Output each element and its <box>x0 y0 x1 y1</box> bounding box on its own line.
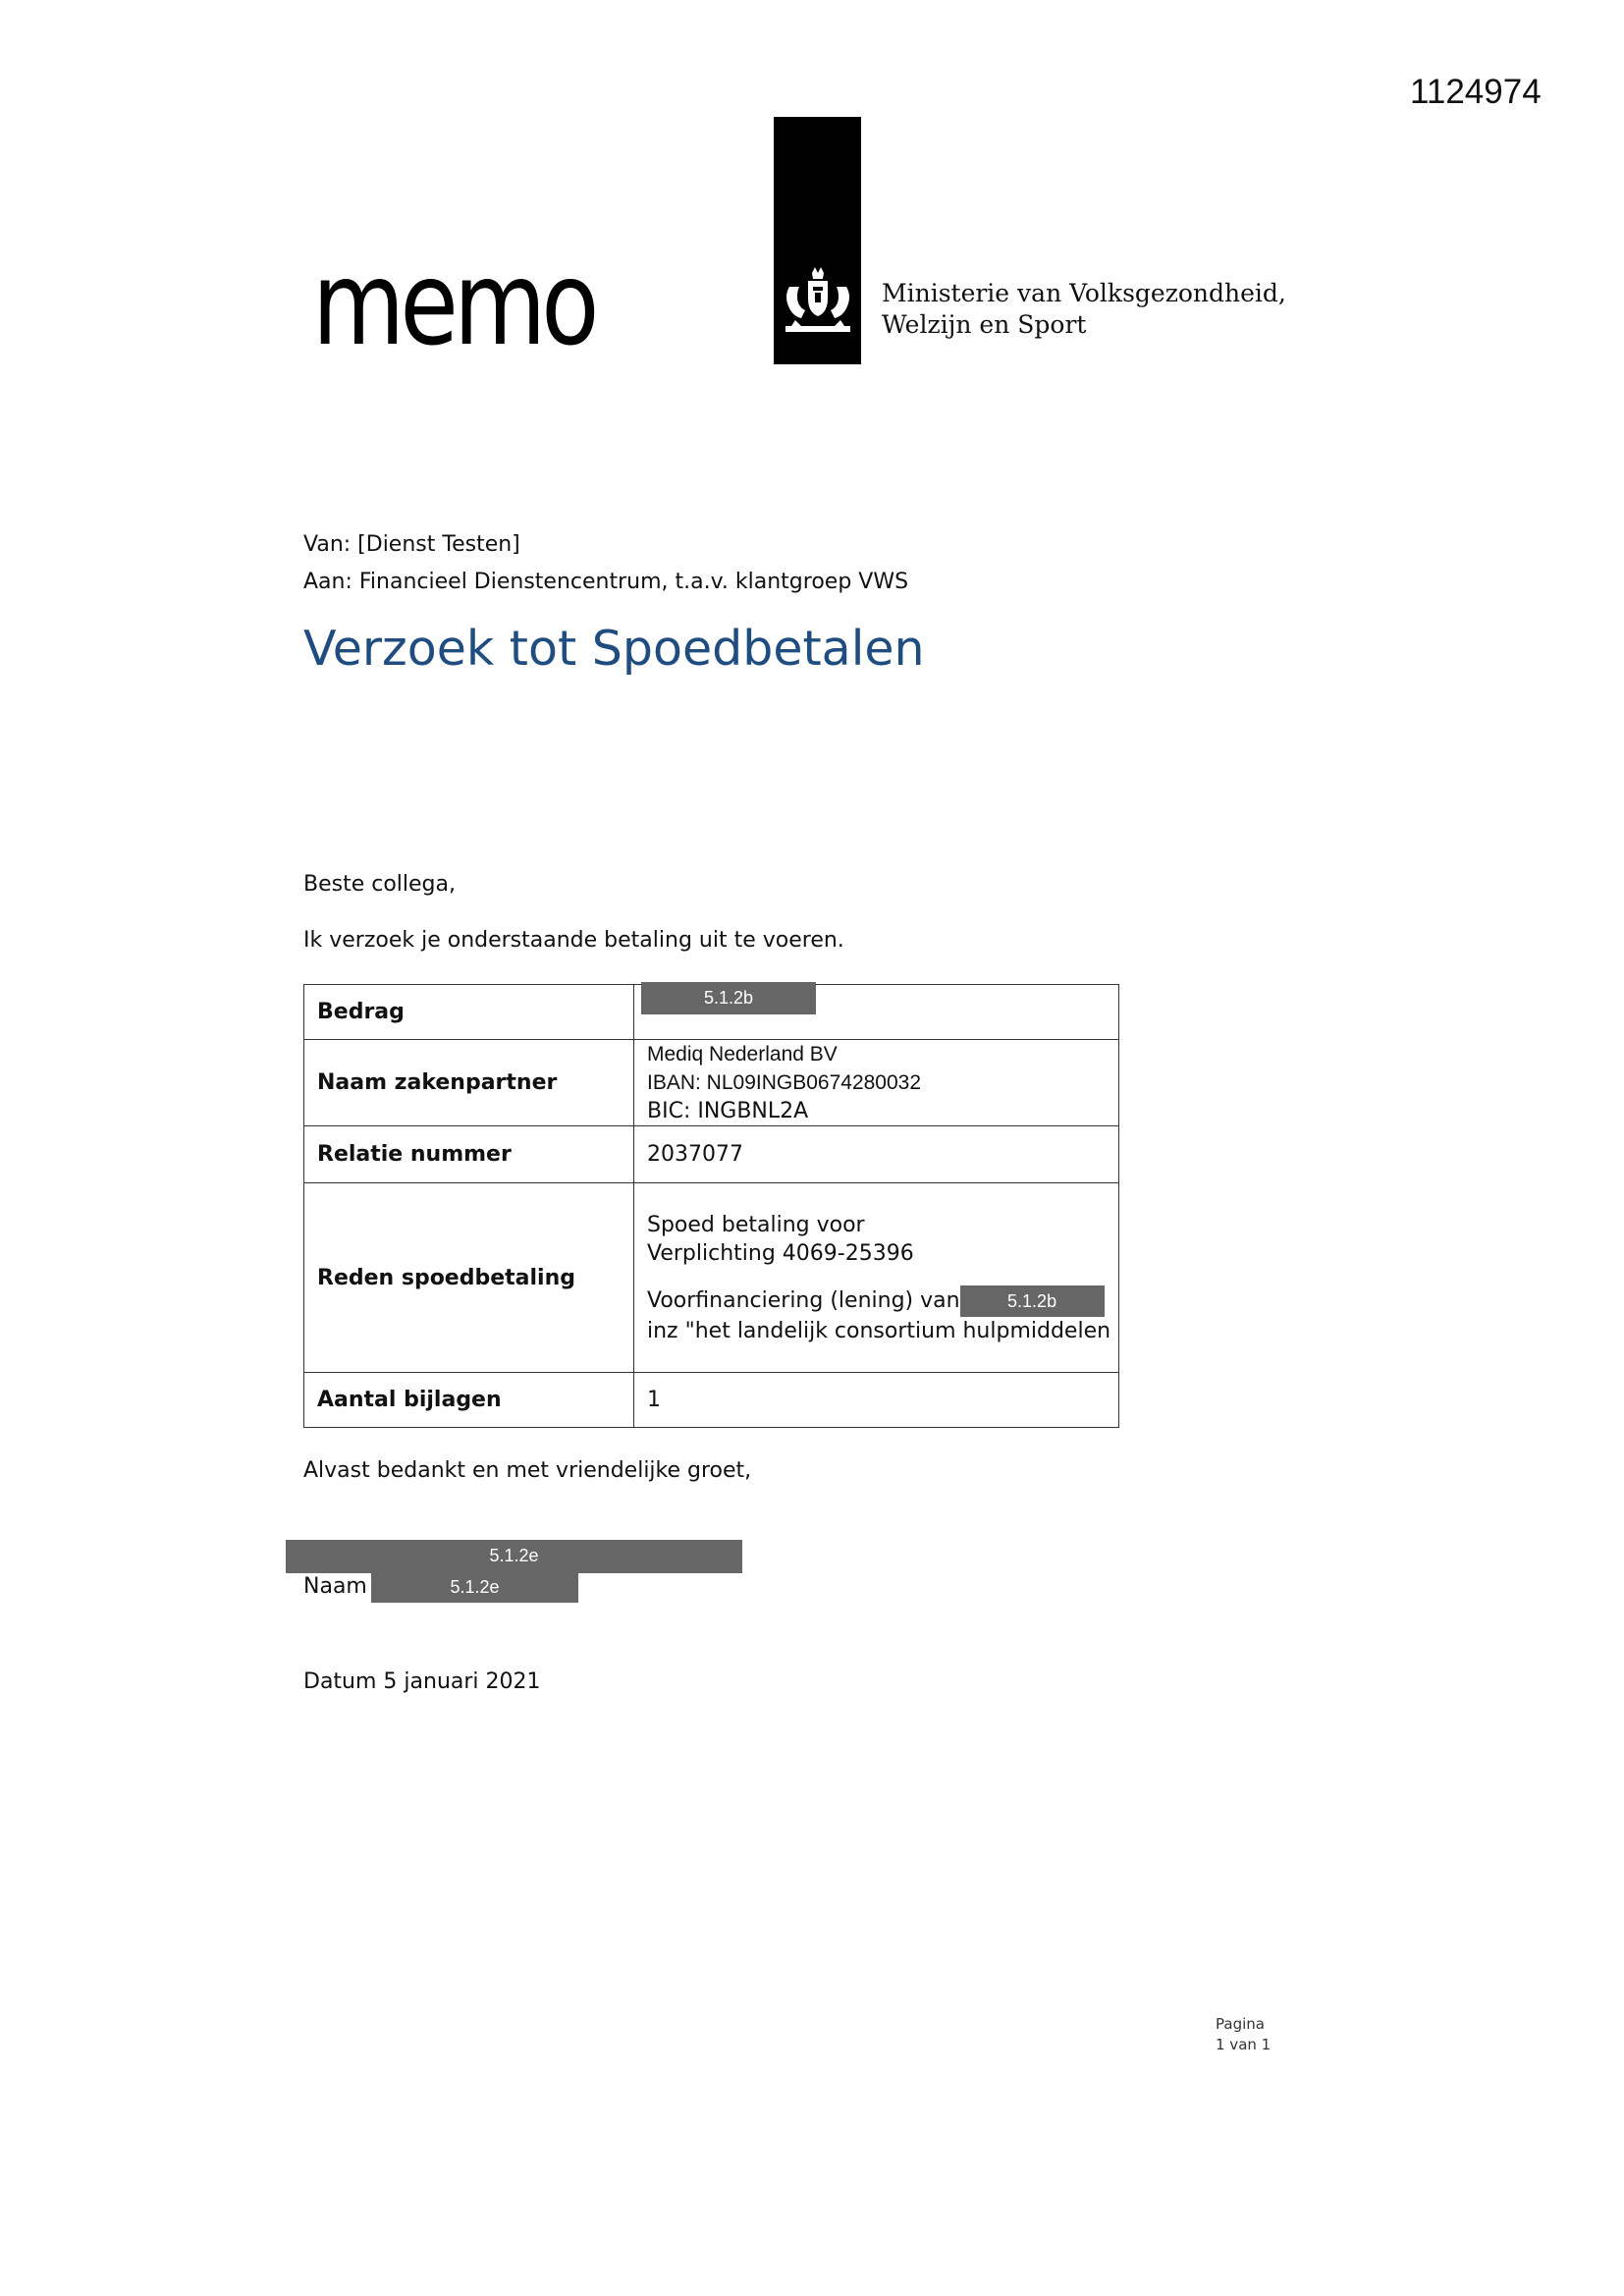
bijlagen-value: 1 <box>634 1373 1119 1428</box>
from-line: Van: [Dienst Testen] <box>303 532 520 557</box>
relatie-label: Relatie nummer <box>304 1126 634 1183</box>
partner-bic: BIC: INGBNL2A <box>647 1099 809 1123</box>
document-number: 1124974 <box>1410 73 1542 111</box>
reden-line3-row <box>647 1285 1118 1317</box>
page-number: 1 van 1 <box>1216 2036 1272 2053</box>
signature-redaction: 5.1.2e <box>286 1540 742 1573</box>
name-redaction: 5.1.2e <box>371 1571 578 1603</box>
partner-name: Mediq Nederland BV <box>647 1043 838 1066</box>
coat-of-arms-icon <box>776 265 860 355</box>
bijlagen-label: Aantal bijlagen <box>304 1373 634 1428</box>
ministry-name <box>882 278 1286 341</box>
reden-value <box>634 1183 1119 1373</box>
memo-label: memo <box>312 236 595 371</box>
bedrag-redaction: 5.1.2b <box>641 982 816 1014</box>
zakenpartner-value <box>634 1040 1119 1126</box>
reden-redaction: 5.1.2b <box>960 1285 1105 1317</box>
reden-line3: Voorfinanciering (lening) van <box>647 1287 960 1313</box>
reden-label: Reden spoedbetaling <box>304 1183 634 1373</box>
date-line: Datum 5 januari 2021 <box>303 1669 541 1694</box>
reden-line2: Verplichting 4069-25396 <box>647 1240 914 1266</box>
ministry-name-line1: Ministerie van Volksgezondheid, <box>882 279 1286 307</box>
zakenpartner-label: Naam zakenpartner <box>304 1040 634 1126</box>
payment-table <box>303 984 1119 1428</box>
bedrag-value <box>634 985 1119 1040</box>
to-line: Aan: Financieel Dienstencentrum, t.a.v. klantgroep VWS <box>303 570 909 594</box>
bedrag-label: Bedrag <box>304 985 634 1040</box>
relatie-value: 2037077 <box>634 1126 1119 1183</box>
table-row <box>304 1373 1119 1428</box>
table-row <box>304 985 1119 1040</box>
table-row <box>304 1040 1119 1126</box>
reden-line1: Spoed betaling voor <box>647 1212 865 1237</box>
table-row <box>304 1126 1119 1183</box>
table-row <box>304 1183 1119 1373</box>
partner-iban: IBAN: NL09INGB0674280032 <box>647 1071 922 1094</box>
ministry-name-line2: Welzijn en Sport <box>882 310 1087 339</box>
name-label: Naam <box>303 1574 367 1599</box>
closing-text: Alvast bedankt en met vriendelijke groet, <box>303 1458 752 1483</box>
greeting: Beste collega, <box>303 872 456 897</box>
intro-text: Ik verzoek je onderstaande betaling uit te voeren. <box>303 928 844 953</box>
page-label: Pagina <box>1216 2015 1265 2033</box>
page-title: Verzoek tot Spoedbetalen <box>303 621 925 677</box>
reden-line4: inz "het landelijk consortium hulpmiddelen <box>647 1318 1111 1343</box>
